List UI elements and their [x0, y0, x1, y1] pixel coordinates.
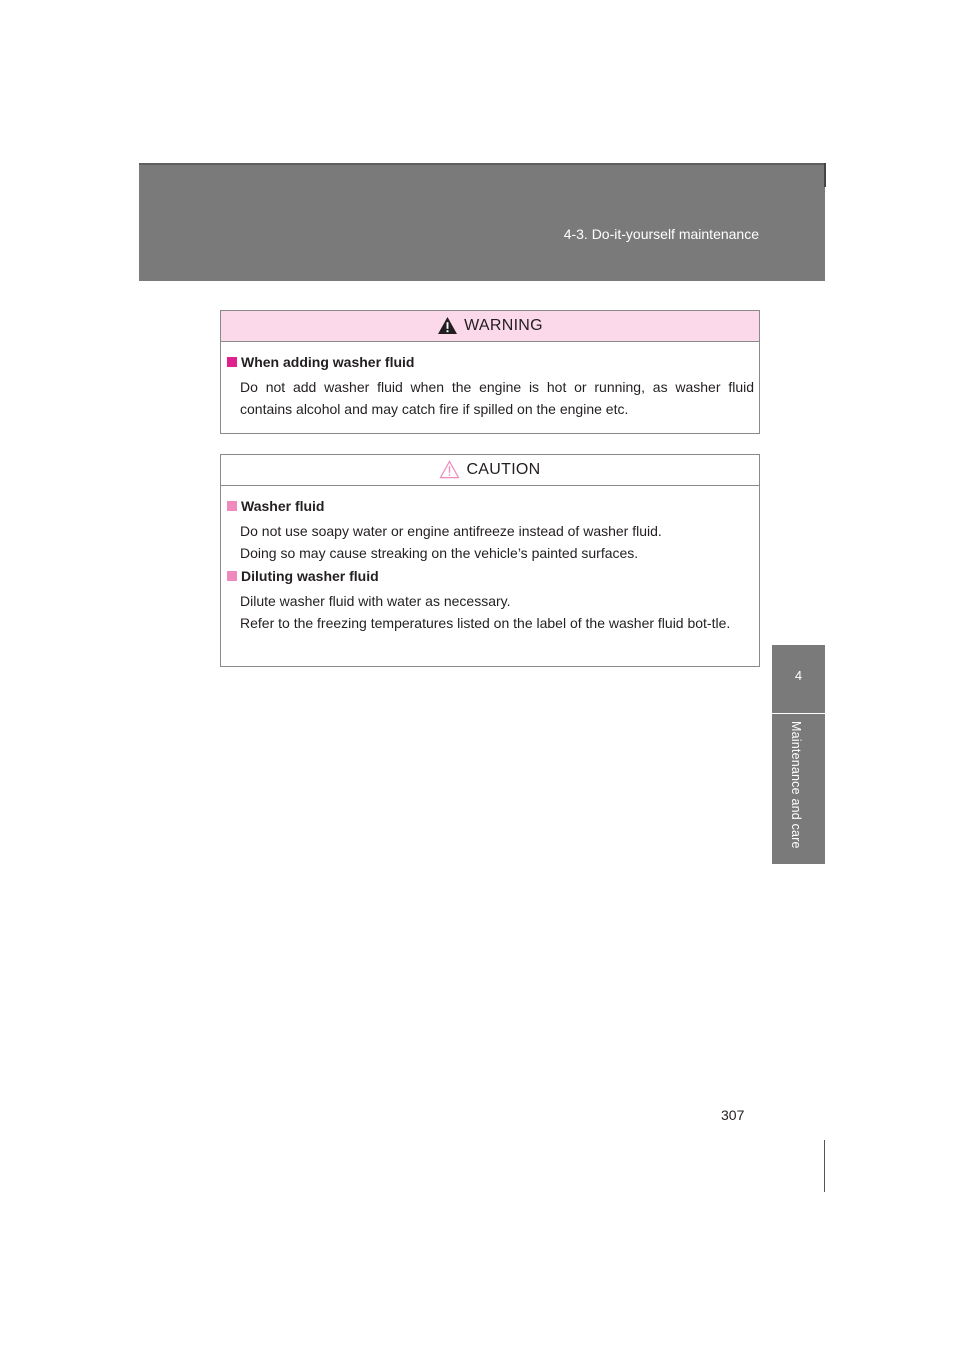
- warning-title: WARNING: [464, 317, 543, 334]
- crop-mark-top: [824, 163, 826, 187]
- caution-item-title-text: Washer fluid: [241, 498, 325, 514]
- caution-item-title-text: Diluting washer fluid: [241, 568, 379, 584]
- caution-body: [221, 486, 759, 634]
- header-band: [139, 163, 825, 281]
- bullet-square-icon: [227, 571, 237, 581]
- caution-header: [221, 455, 759, 486]
- crop-mark-bottom: [824, 1140, 825, 1192]
- caution-item-line: Do not use soapy water or engine antifreeze instead of washer fluid.: [240, 523, 662, 539]
- section-title: 4-3. Do-it-yourself maintenance: [563, 226, 759, 242]
- warning-item-title-text: When adding washer fluid: [241, 354, 415, 370]
- warning-body: [221, 342, 759, 420]
- caution-triangle-icon: [439, 460, 460, 479]
- caution-item-title: [227, 496, 754, 516]
- chapter-number: 4: [794, 668, 803, 683]
- warning-item-text: Do not add washer fluid when the engine is hot or running, as washer fluid contains alcohol and may catch fire if spilled on the engine etc.: [240, 379, 754, 417]
- caution-box: [220, 454, 760, 667]
- warning-box: [220, 310, 760, 434]
- page-number: 307: [721, 1107, 745, 1123]
- warning-item-title: [227, 352, 754, 372]
- caution-item-line: Doing so may cause streaking on the vehicle’s painted surfaces.: [240, 545, 639, 561]
- warning-triangle-icon: [437, 316, 458, 335]
- bullet-square-icon: [227, 501, 237, 511]
- header-top-rule: [139, 163, 825, 165]
- caution-item-line: Refer to the freezing temperatures listed on the label of the washer fluid bot-tle.: [240, 615, 731, 631]
- caution-item: [227, 566, 754, 634]
- caution-item-title: [227, 566, 754, 586]
- bullet-square-icon: [227, 357, 237, 367]
- warning-item: [227, 352, 754, 420]
- chapter-label: Maintenance and care: [789, 721, 803, 849]
- caution-item: [227, 496, 754, 564]
- caution-item-line: Dilute washer fluid with water as necessary.: [240, 593, 511, 609]
- caution-title: CAUTION: [466, 461, 541, 478]
- warning-header: [221, 311, 759, 342]
